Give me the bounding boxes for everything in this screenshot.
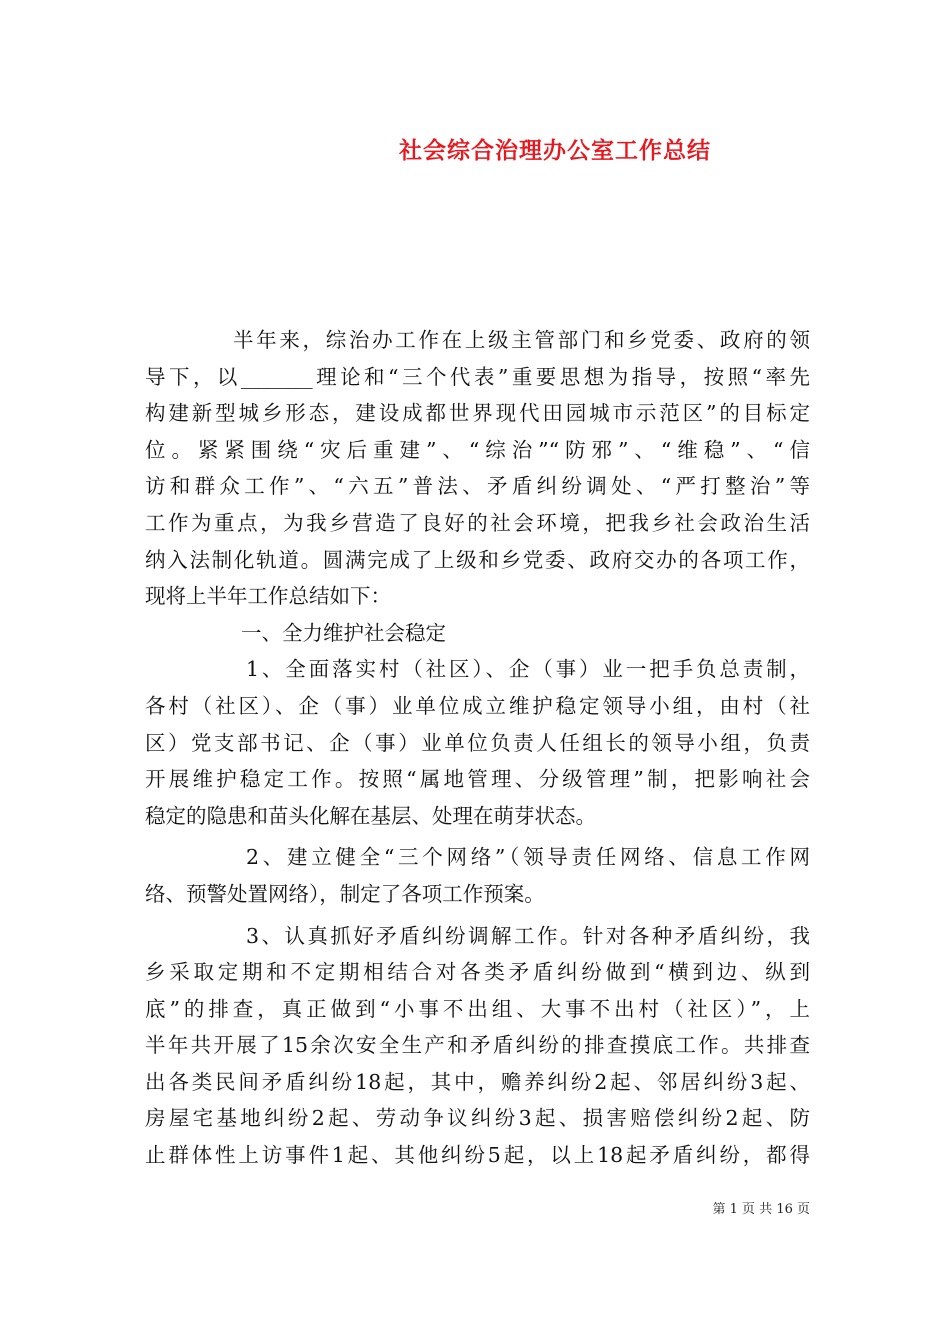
text-line: 构建新型城乡形态，建设成都世界现代田园城市示范区”的目标定 xyxy=(145,401,810,426)
text-line: 底”的排查，真正做到“小事不出组、大事不出村（社区）”，上 xyxy=(145,996,810,1021)
section-heading: 一、全力维护社会稳定 xyxy=(241,620,446,645)
text-line: 乡采取定期和不定期相结合对各类矛盾纠纷做到“横到边、纵到 xyxy=(145,960,810,985)
text-line: 区）党支部书记、企（事）业单位负责人任组长的领导小组，负责 xyxy=(145,730,810,755)
intro-paragraph xyxy=(145,322,810,615)
text-line: 工作为重点，为我乡营造了良好的社会环境，把我乡社会政治生活 xyxy=(145,510,810,535)
text-line: 半年共开展了15余次安全生产和矛盾纠纷的排查摸底工作。共排查 xyxy=(145,1033,810,1058)
text-line: 3、认真抓好矛盾纠纷调解工作。针对各种矛盾纠纷，我 xyxy=(246,923,810,948)
text-line: 访和群众工作”、“六五”普法、矛盾纠纷调处、“严打整治”等 xyxy=(145,474,810,499)
text-line: 开展维护稳定工作。按照“属地管理、分级管理”制，把影响社会 xyxy=(145,767,810,792)
text-line: 纳入法制化轨道。圆满完成了上级和乡党委、政府交办的各项工作， xyxy=(145,547,810,572)
text-line: 止群体性上访事件1起、其他纠纷5起，以上18起矛盾纠纷，都得 xyxy=(145,1143,810,1168)
text-line: 房屋宅基地纠纷2起、劳动争议纠纷3起、损害赔偿纠纷2起、防 xyxy=(145,1106,810,1131)
text-line: 出各类民间矛盾纠纷18起，其中，赡养纠纷2起、邻居纠纷3起、 xyxy=(145,1069,810,1094)
text-line: 稳定的隐患和苗头化解在基层、处理在萌芽状态。 xyxy=(145,803,596,828)
text-line: 2、建立健全“三个网络”（领导责任网络、信息工作网 xyxy=(246,845,810,870)
item-3-paragraph xyxy=(145,918,810,1174)
text-line: 现将上半年工作总结如下： xyxy=(145,584,391,609)
text-line: 位。紧紧围绕“灾后重建”、“综治”“防邪”、“维稳”、“信 xyxy=(145,437,810,462)
document-title: 社会综合治理办公室工作总结 xyxy=(399,137,711,164)
text-line: 络、预警处置网络），制定了各项工作预案。 xyxy=(145,881,545,906)
text-line: 各村（社区）、企（事）业单位成立维护稳定领导小组，由村（社 xyxy=(145,693,810,718)
text-line: 导下，以_______理论和“三个代表”重要思想为指导，按照“率先 xyxy=(145,364,810,389)
item-1-paragraph xyxy=(145,651,810,834)
item-2-paragraph xyxy=(145,839,810,912)
text-line: 1、全面落实村（社区）、企（事）业一把手负总责制， xyxy=(246,657,810,682)
page-number-footer: 第 1 页 共 16 页 xyxy=(712,1202,810,1217)
text-line: 半年来，综治办工作在上级主管部门和乡党委、政府的领 xyxy=(233,328,810,352)
document-body xyxy=(145,322,810,1174)
